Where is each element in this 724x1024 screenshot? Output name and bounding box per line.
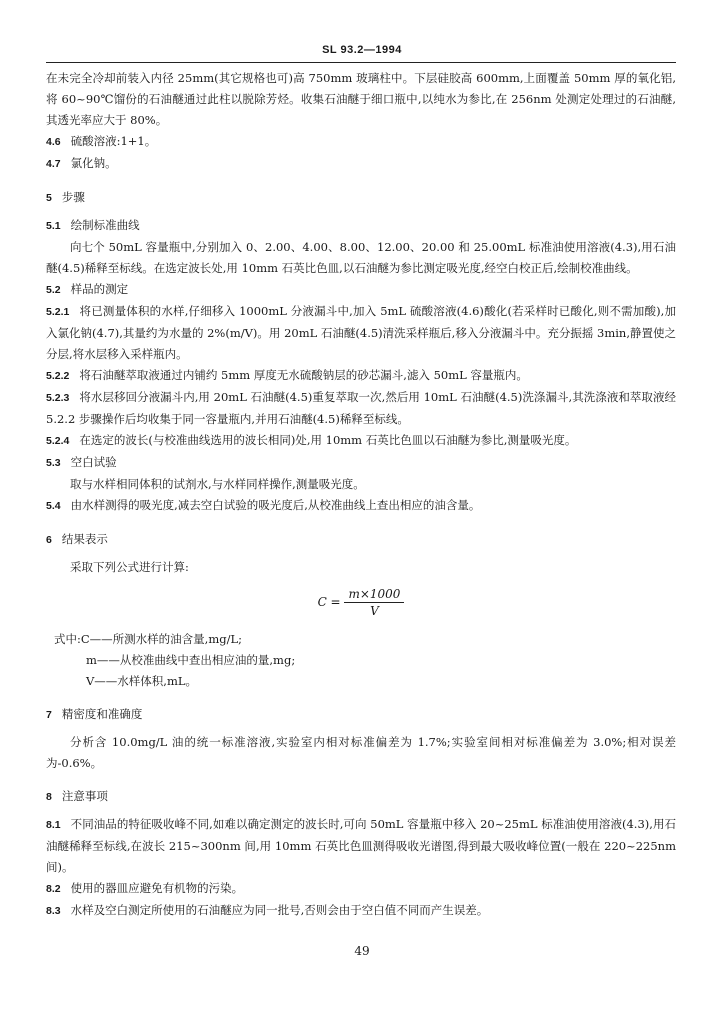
page-number: 49 [354, 944, 370, 958]
section-7-text: 分析含 10.0mg/L 油的统一标准溶液,实验室内相对标准偏差为 1.7%;实验室间相对标准偏差为 3.0%;相对误差为-0.6%。 [46, 735, 676, 770]
where-line-1: 式中:C——所测水样的油含量,mg/L; [54, 632, 242, 646]
section-6-heading: 6 结果表示 [46, 532, 108, 546]
where-line-2: m——从校准曲线中查出相应油的量,mg; [86, 653, 296, 667]
intro-paragraph: 在未完全冷却前装入内径 25mm(其它规格也可)高 750mm 玻璃柱中。下层硅胶高 600mm,上面覆盖 50mm 厚的氧化铝,将 60~90℃馏份的石油醚通过此柱以脱除芳烃。收集石油醚于细口瓶中,以纯水为参比,在 256nm 处测定处理过的石油醚,其透光率应大于 80%。 [46, 71, 676, 127]
page-header: SL 93.2—1994 [322, 44, 402, 56]
section-5-2-3: 5.2.3 将水层移回分液漏斗内,用 20mL 石油醚(4.5)重复萃取一次,然后用 10mL 石油醚(4.5)洗涤漏斗,其洗涤液和萃取液经 5.2.2 步骤操作后均收集于同一容量瓶内,并用石油醚(4.5)稀释至标线。 [46, 390, 676, 426]
section-5-1-text: 向七个 50mL 容量瓶中,分别加入 0、2.00、4.00、8.00、12.00、20.00 和 25.00mL 标准油使用溶液(4.3),用石油醚(4.5)稀释至标线。在选定波长处,用 10mm 石英比色皿,以石油醚为参比测定吸光度,经空白校正后,绘制校准曲线。 [46, 240, 676, 275]
section-6-lead: 采取下列公式进行计算: [70, 560, 189, 574]
section-5-2-2: 5.2.2 将石油醚萃取液通过内铺约 5mm 厚度无水硫酸钠层的砂芯漏斗,滤入 50mL 容量瓶内。 [46, 368, 528, 382]
header-rule [46, 62, 676, 63]
section-8-heading: 8 注意事项 [46, 789, 108, 803]
section-5-3-heading: 5.3 空白试验 [46, 455, 117, 469]
item-text: 硫酸溶液:1+1。 [70, 134, 157, 148]
section-7-heading: 7 精密度和准确度 [46, 707, 143, 721]
item-4-6 [46, 131, 676, 153]
page-content [46, 68, 676, 922]
section-8-3: 8.3 水样及空白测定所使用的石油醚应为同一批号,否则会由于空白值不同而产生误差。 [46, 903, 489, 917]
where-line-3: V——水样体积,mL。 [86, 674, 198, 688]
item-text: 氯化钠。 [70, 156, 117, 170]
section-5-1-heading: 5.1 绘制标准曲线 [46, 218, 140, 232]
section-8-2: 8.2 使用的器皿应避免有机物的污染。 [46, 881, 244, 895]
item-number: 4.7 [46, 158, 61, 170]
section-5-4: 5.4 由水样测得的吸光度,减去空白试验的吸光度后,从校准曲线上查出相应的油含量。 [46, 498, 481, 512]
item-4-7 [46, 153, 676, 175]
section-8-1: 8.1 不同油品的特征吸收峰不同,如难以确定测定的波长时,可向 50mL 容量瓶中移入 20~25mL 标准油使用溶液(4.3),用石油醚稀释至标线,在波长 215~300nm 间,用 10mm 石英比色皿测得吸收光谱图,得到最大吸收峰位置(一般在 220~225nm 间)。 [46, 817, 676, 874]
section-5-3-text: 取与水样相同体积的试剂水,与水样同样操作,测量吸光度。 [70, 477, 365, 491]
section-5-2-4: 5.2.4 在选定的波长(与校准曲线选用的波长相同)处,用 10mm 石英比色皿以石油醚为参比,测量吸光度。 [46, 433, 577, 447]
item-number: 4.6 [46, 136, 61, 148]
section-5-heading: 5 步骤 [46, 190, 85, 204]
formula-numerator: m×1000 [344, 586, 404, 603]
section-5-2-heading: 5.2 样品的测定 [46, 282, 129, 296]
section-5-2-1: 5.2.1 将已测量体积的水样,仔细移入 1000mL 分液漏斗中,加入 5mL 硫酸溶液(4.6)酸化(若采样时已酸化,则不需加酸),加入氯化钠(4.7),其量约为水量的 2%(m/V)。用 20mL 石油醚(4.5)清洗采样瓶后,移入分液漏斗中。充分振摇 3min,静置使之分层,将水层移入采样瓶内。 [46, 304, 676, 361]
formula-lhs: C = [317, 595, 341, 609]
formula-fraction [344, 586, 404, 619]
formula-denominator: V [370, 604, 379, 618]
formula [46, 586, 676, 619]
